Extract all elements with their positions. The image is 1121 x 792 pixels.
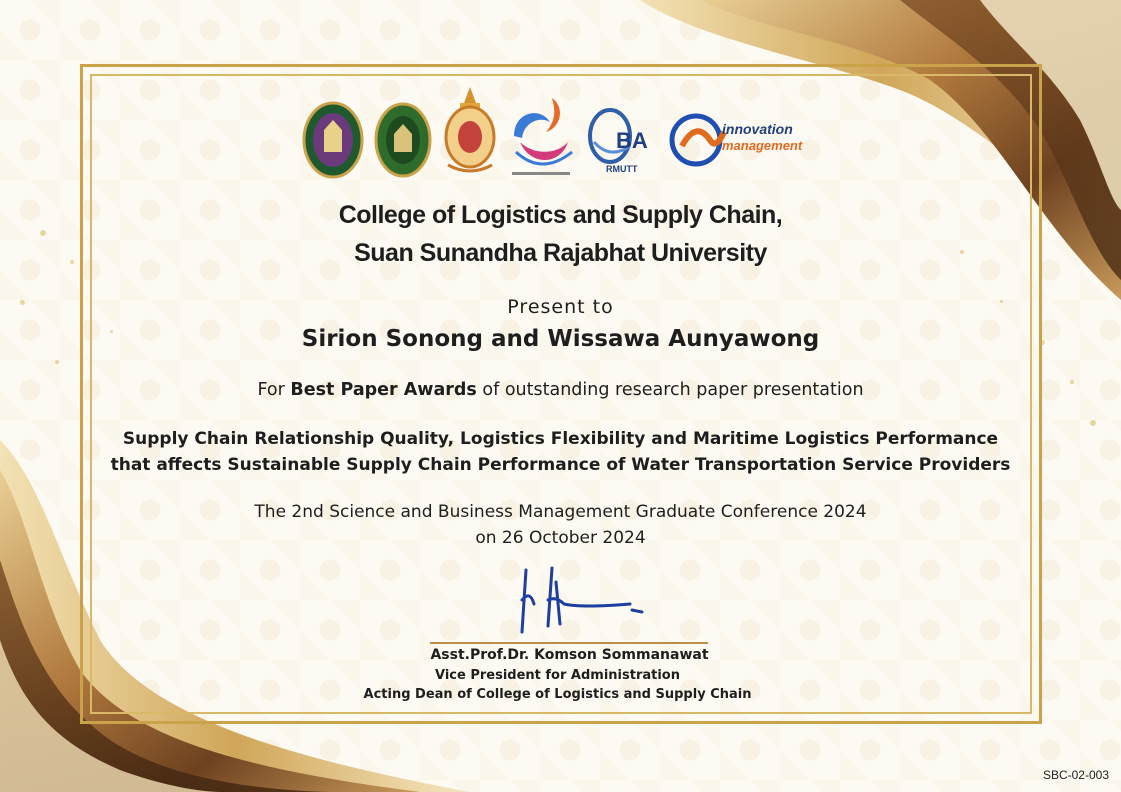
innovation-text: innovation [722,121,793,137]
signature-line [430,642,708,644]
management-text: management [722,138,803,153]
conference-name: The 2nd Science and Business Management Graduate Conference 2024 [254,502,867,522]
rmutt-logo-text: RMUTT [606,164,638,174]
college-logistics-logo [506,92,576,182]
signatory-role-1: Vice President for Administration [434,668,680,683]
signatory-name: Asst.Prof.Dr. Komson Sommanawat [430,647,709,663]
college-name [0,196,1121,272]
college-line-1: College of Logistics and Supply Chain, [338,201,783,229]
ba-rmutt-logo [586,102,656,182]
innovation-management-logo [666,110,811,170]
award-line [0,380,1121,400]
paper-title-line-1: Supply Chain Relationship Quality, Logistics Flexibility and Maritime Logistics Performance [122,429,999,449]
ba-logo-text: BA [616,128,648,153]
sparkle [55,360,59,364]
award-prefix: For [257,380,285,400]
university-seal-logo-1 [302,100,364,180]
university-seal-logo-2 [374,100,432,180]
conference-date: on 26 October 2024 [475,528,646,548]
award-suffix: of outstanding research paper presentation [482,380,864,400]
paper-title [0,426,1121,478]
signature [512,560,652,640]
recipient-names: Sirion Sonong and Wissawa Aunyawong [301,326,820,352]
paper-title-line-2: that affects Sustainable Supply Chain Performance of Water Transportation Service Providers [110,455,1011,475]
award-name: Best Paper Awards [290,380,477,400]
present-to-label: Present to [507,296,614,318]
college-line-2: Suan Sunandha Rajabhat University [354,239,767,267]
certificate-code: SBC-02-003 [1042,768,1109,782]
conference-info [0,499,1121,551]
royal-emblem-logo [442,85,498,180]
signatory-role-2: Acting Dean of College of Logistics and Supply Chain [363,687,752,702]
